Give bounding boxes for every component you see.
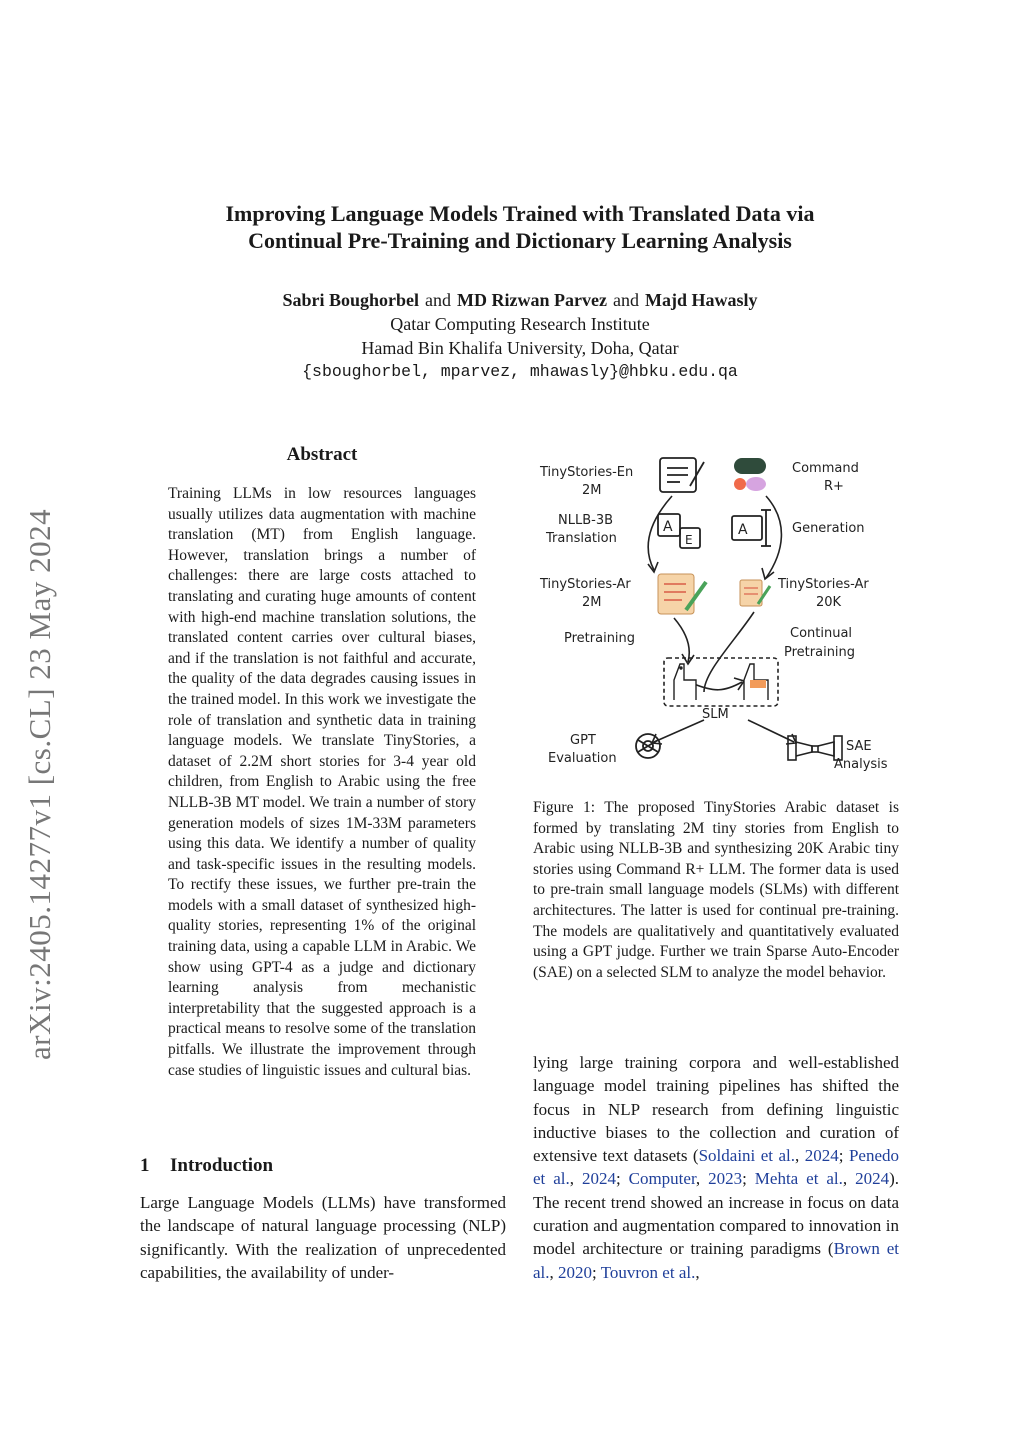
gpt-logo-icon (636, 734, 660, 758)
arabic-scroll-small-icon (740, 580, 770, 606)
label-ar-size: 2M (582, 595, 602, 610)
title-line-2: Continual Pre-Training and Dictionary Learning Analysis (248, 228, 792, 253)
citation-year-3[interactable]: 2023 (708, 1169, 743, 1189)
author-block (140, 288, 900, 384)
sae-icon (788, 736, 842, 760)
citation-link-3[interactable]: Computer (628, 1169, 696, 1189)
citation-year-4[interactable]: 2024 (855, 1169, 890, 1189)
text-part-2: ). The recent trend showed an increase in focus on data curation and augmentation compared to innovation in model architecture or training paradigms ( (533, 1169, 900, 1259)
author-2: MD Rizwan Parvez (457, 290, 607, 310)
label-sae: SAE (846, 739, 872, 754)
author-names (140, 288, 900, 312)
cite-comma-1: , (795, 1146, 805, 1166)
title-line-1: Improving Language Models Trained with Translated Data via (225, 201, 815, 226)
affiliation-1: Qatar Computing Research Institute (390, 314, 650, 334)
cite-semi-5: ; (592, 1262, 601, 1282)
label-en-size: 2M (582, 483, 602, 498)
label-generation: Generation (792, 521, 865, 536)
translate-icon (658, 514, 700, 548)
figure-1 (534, 452, 904, 792)
citation-year-2[interactable]: 2024 (581, 1169, 616, 1189)
label-tinystories-en: TinyStories-En (540, 465, 634, 480)
label-ar-size-2: 20K (816, 595, 842, 610)
cite-comma-5: , (549, 1262, 559, 1282)
arxiv-identifier: arXiv:2405.14277v1 [cs.CL] 23 May 2024 (22, 508, 57, 1060)
pipeline-diagram (534, 452, 904, 792)
label-slm: SLM (702, 707, 729, 722)
citation-year-5[interactable]: 2020 (558, 1262, 593, 1282)
citation-link-6[interactable]: Touvron et al. (600, 1262, 696, 1282)
and-1: and (425, 290, 452, 310)
affiliation-2: Hamad Bin Khalifa University, Doha, Qatar (361, 338, 679, 358)
svg-text:A: A (663, 519, 673, 535)
citation-link-5[interactable]: Brown et al. (533, 1239, 899, 1282)
label-translation: Translation (546, 531, 617, 546)
label-pretraining: Pretraining (564, 631, 636, 646)
paper-title (140, 200, 900, 254)
arabic-scroll-icon (658, 574, 706, 614)
label-nllb: NLLB-3B (558, 513, 614, 528)
label-analysis: Analysis (834, 757, 888, 772)
label-r-plus: R+ (824, 479, 844, 494)
svg-text:E: E (685, 533, 693, 547)
label-evaluation: Evaluation (548, 751, 617, 766)
section-heading (140, 1155, 273, 1177)
citation-year-1[interactable]: 2024 (804, 1146, 839, 1166)
cite-comma-2: , (569, 1169, 582, 1189)
and-2: and (612, 290, 639, 310)
author-emails: {sboughorbel, mparvez, mhawasly}@hbku.edu.qa (302, 362, 738, 381)
introduction-text: Large Language Models (LLMs) have transformed the landscape of natural language processing (NLP) significantly. With the realization of unprecedented capabilities, the availability of under- (140, 1193, 506, 1282)
text-part-1: lying large training corpora and well-established language model training pipelines has shifted the focus in NLP research from defining linguistic inductive biases to the collection and curation of extensive text datasets ( (533, 1053, 899, 1166)
document-icon (660, 458, 704, 492)
command-r-logo-icon (734, 458, 766, 491)
label-pretraining-2: Pretraining (784, 645, 856, 660)
author-1: Sabri Boughorbel (282, 290, 420, 310)
svg-text:A: A (738, 522, 748, 538)
abstract-heading: Abstract (286, 444, 358, 465)
llama-alt-icon (744, 664, 768, 700)
label-command: Command (792, 461, 859, 476)
text-cursor-icon (732, 510, 771, 546)
citation-link-2[interactable]: Penedo et al. (533, 1146, 899, 1189)
cite-comma-3: , (695, 1169, 709, 1189)
author-3: Majd Hawasly (644, 290, 758, 310)
cite-comma-6: , (695, 1262, 700, 1282)
label-tinystories-ar: TinyStories-Ar (540, 577, 631, 592)
right-column-text (533, 1051, 899, 1284)
llama-icon (674, 664, 696, 700)
label-tinystories-ar-2: TinyStories-Ar (778, 577, 869, 592)
citation-link-4[interactable]: Mehta et al. (754, 1169, 843, 1189)
label-gpt: GPT (570, 733, 596, 748)
cite-semi-1: ; (838, 1146, 849, 1166)
section-number: 1 (140, 1155, 150, 1176)
section-title: Introduction (170, 1155, 274, 1176)
cite-semi-3: ; (742, 1169, 755, 1189)
cite-semi-2: ; (615, 1169, 629, 1189)
citation-link-1[interactable]: Soldaini et al. (698, 1146, 796, 1166)
label-continual: Continual (790, 626, 853, 641)
abstract-text: Training LLMs in low resources languages usually utilizes data augmentation with machine translation (MT) from English language. However, translation brings a number of challenges: there are large costs attached to translating and curating huge amounts of content with high-end machine translation solutions, the translated content carries over cultural biases, and if the translation is not faithful and accurate, the quality of the data degrades causing issues in the trained model. In this work we investigate the role of translation and synthetic data in training language models. We translate TinyStories, a dataset of 2.2M short stories for 3-4 year old children, from English to Arabic using the free NLLB-3B MT model. We train a number of story generation models of sizes 1M-33M parameters using this data. We identify a number of quality and task-specific issues in the resulting models. To rectify these issues, we further pre-train the models with a small dataset of synthesized high-quality stories, representing 1% of the original training data, using a capable LLM in Arabic. We show using GPT-4 as a judge and dictionary learning analysis from mechanistic interpretability that the suggested approach is a practical means to resolve some of the translation pitfalls. We illustrate the improvement through case studies of linguistic issues and cultural bias. (168, 485, 476, 1079)
cite-comma-4: , (842, 1169, 856, 1189)
figure-caption: Figure 1: The proposed TinyStories Arabic dataset is formed by translating 2M tiny stories from English to Arabic using NLLB-3B and synthesizing 20K Arabic tiny stories using Command R+ LLM. The former data is used to pre-train small language models (SLMs) with different architectures. The latter is used for continual pre-training. The models are qualitatively and quantitatively evaluated using a GPT judge. Further we train Sparse Auto-Encoder (SAE) on a selected SLM to analyze the model behavior. (533, 799, 899, 981)
